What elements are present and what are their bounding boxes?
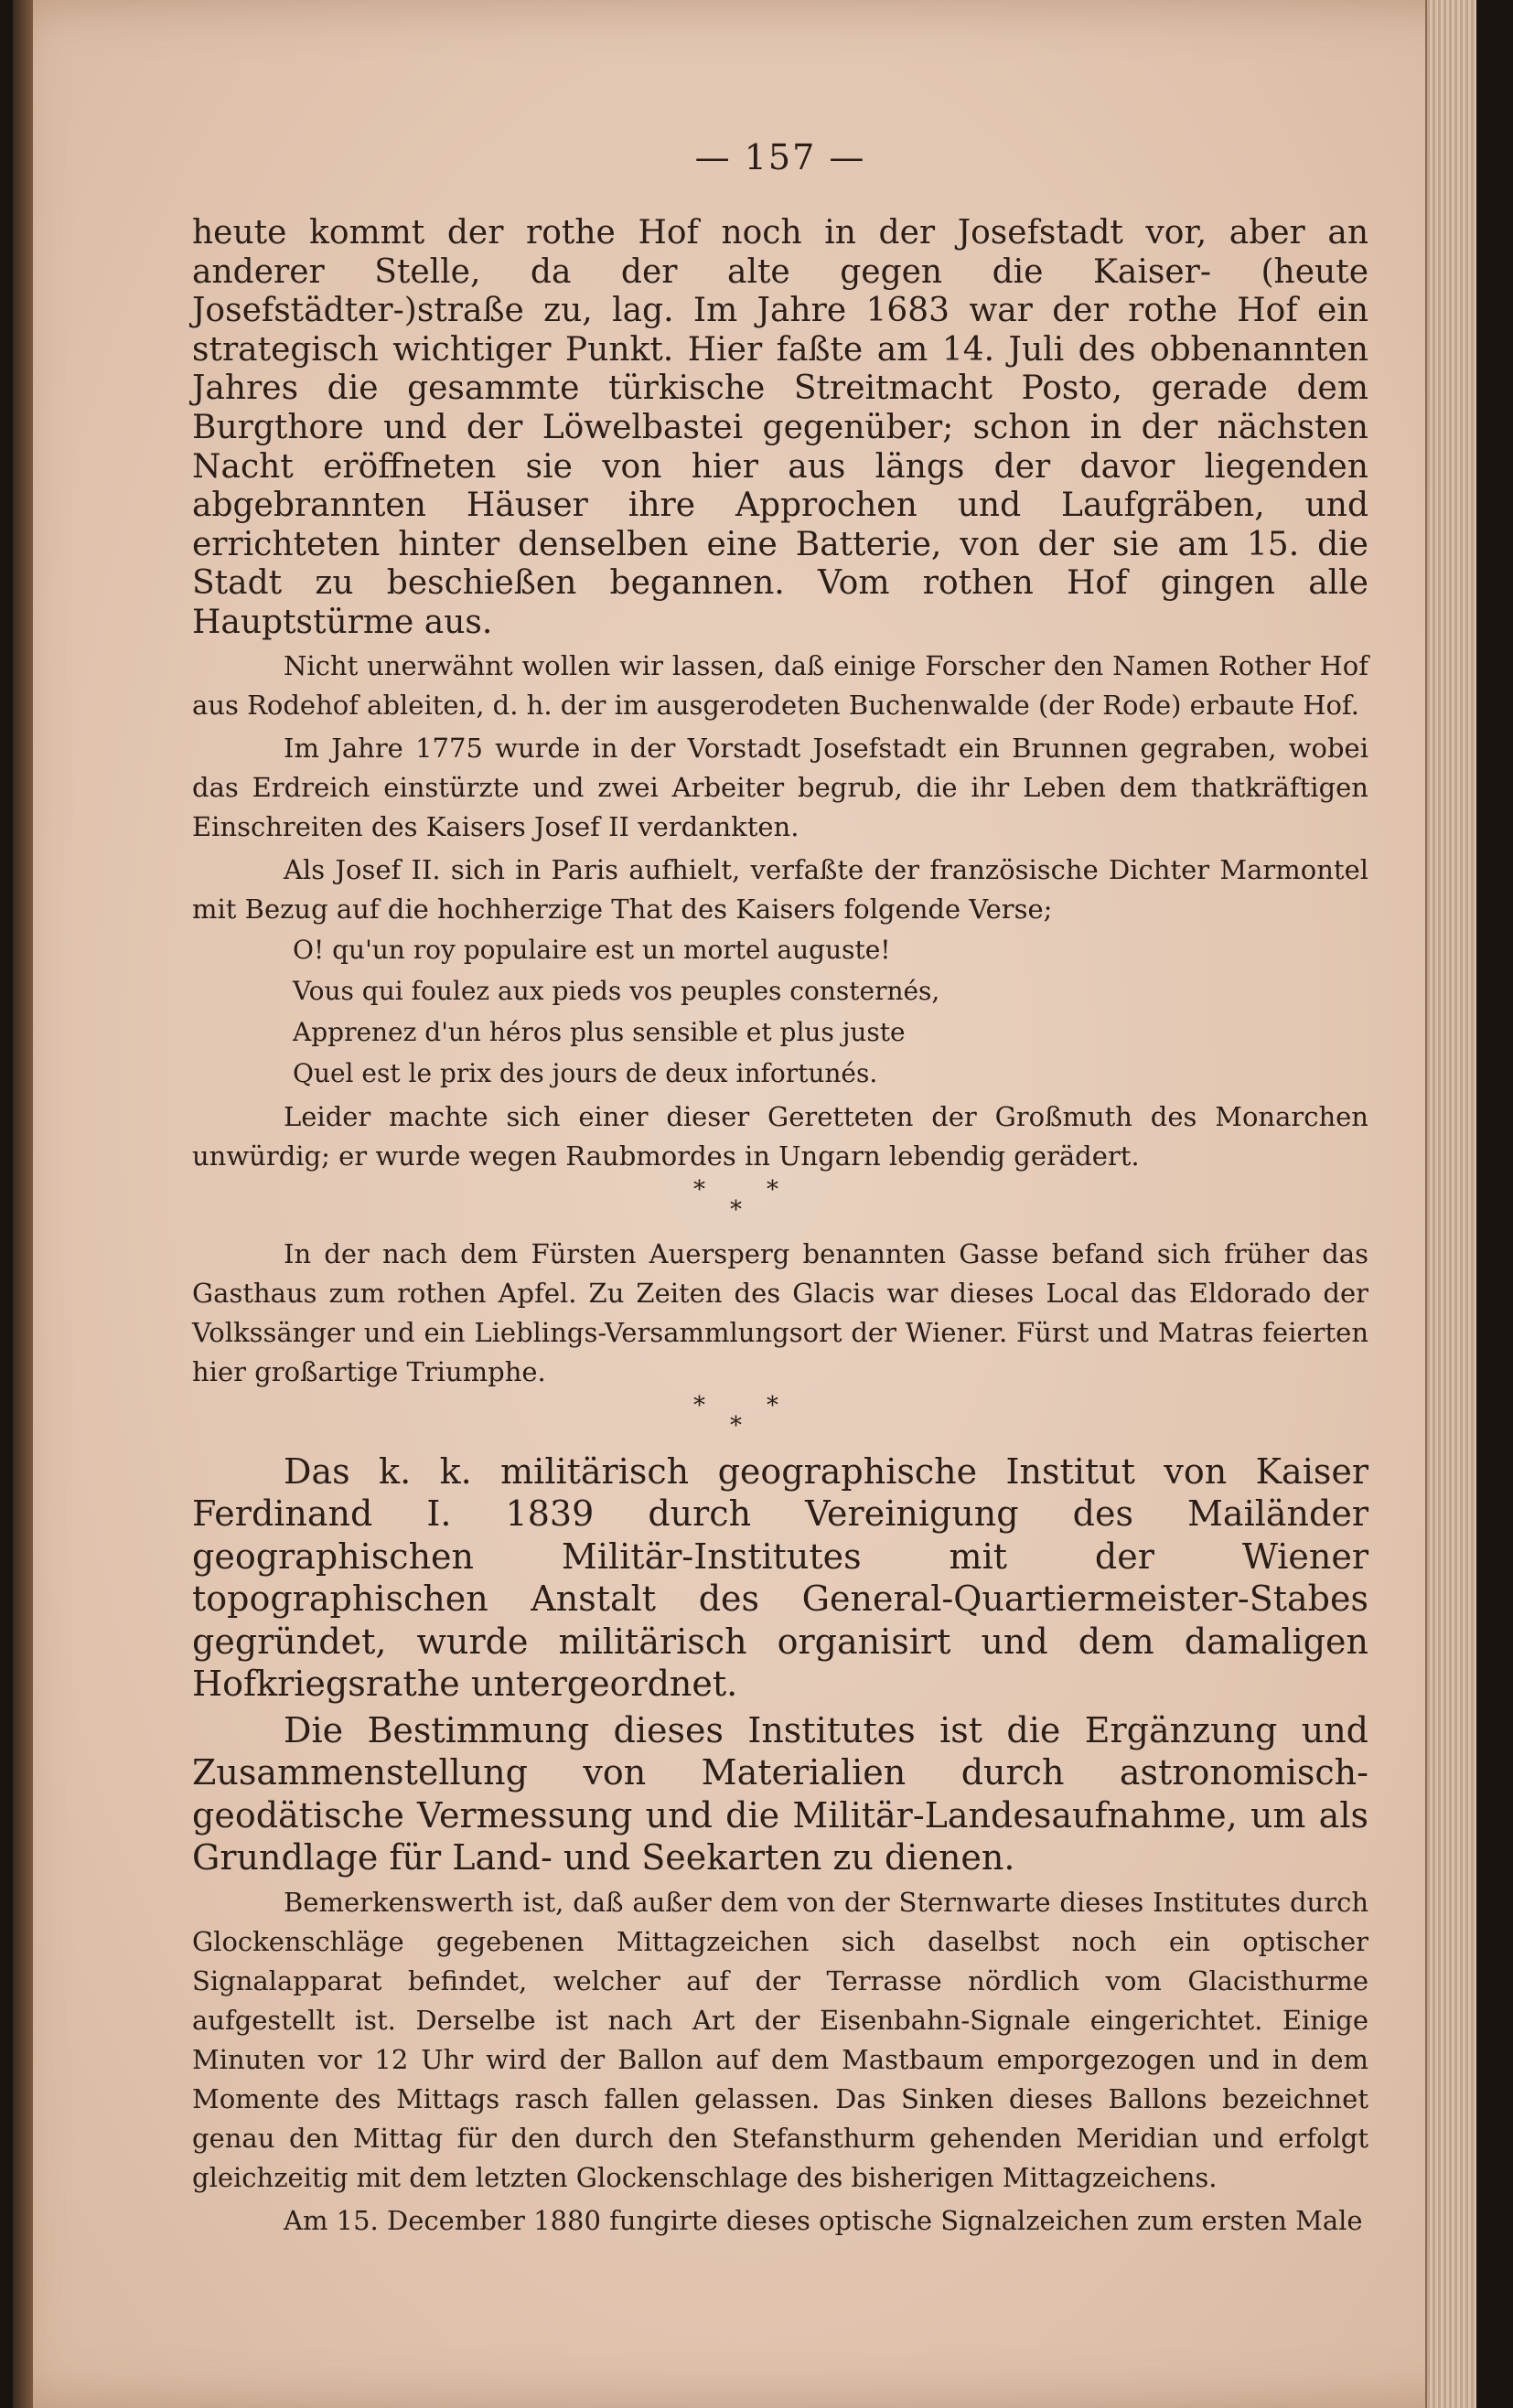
verse-block bbox=[192, 929, 1368, 1094]
page-number: — 157 — bbox=[694, 137, 866, 177]
verse-line: O! qu'un roy populaire est un mortel auguste! bbox=[293, 934, 891, 965]
separator-star: * bbox=[693, 1175, 705, 1204]
separator-star: * bbox=[767, 1391, 778, 1419]
paragraph-brunnen: Im Jahre 1775 wurde in der Vorstadt Josefstadt ein Brunnen gegraben, wobei das Erdreich einstürzte und zwei Arbeiter begrub, die ihr Leben dem thatkräftigen Einschreiten des Kaisers Josef II verdankten. bbox=[192, 732, 1368, 842]
paragraph-rother-apfel: In der nach dem Fürsten Auersperg benannten Gasse befand sich früher das Gasthaus zum rothen Apfel. Zu Zeiten des Glacis war dieses Local das Eldorado der Volkssänger und ein Lieblings-Versammlungsort der Wiener. Fürst und Matras feierten hier großartige Triumphe. bbox=[192, 1237, 1368, 1387]
book-spine bbox=[13, 0, 33, 2408]
separator-star: * bbox=[693, 1391, 705, 1419]
paragraph-leider: Leider machte sich einer dieser Geretteten der Großmuth des Monarchen unwürdig; er wurde wegen Raubmordes in Ungarn lebendig gerädert. bbox=[192, 1100, 1368, 1172]
verse-line: Apprenez d'un héros plus sensible et plus juste bbox=[293, 1016, 906, 1047]
verse-line: Vous qui foulez aux pieds vos peuples consternés, bbox=[293, 975, 940, 1006]
paragraph-bestimmung: Die Bestimmung dieses Institutes ist die Ergänzung und Zusammenstellung von Materialien durch astronomisch-geodätische Vermessung und die Militär-Landesaufnahme, um als Grundlage für Land- und Seekarten zu dienen. bbox=[192, 1709, 1368, 1878]
separator-star: * bbox=[730, 1195, 742, 1224]
page-edges bbox=[1425, 0, 1476, 2408]
paragraph-rother-hof: heute kommt der rothe Hof noch in der Josefstadt vor, aber an anderer Stelle, da der alte gegen die Kaiser- (heute Josefstädter-)straße zu, lag. Im Jahre 1683 war der rothe Hof ein strategisch wichtiger Punkt. Hier faßte am 14. Juli des obbenannten Jahres die gesammte türkische Streitmacht Posto, gerade dem Burgthore und der Löwelbastei gegenüber; schon in der nächsten Nacht eröffneten sie von hier aus längs der davor liegenden abgebrannten Häuser ihre Approchen und Laufgräben, und errichteten hinter denselben eine Batterie, von der sie am 15. die Stadt zu beschießen begannen. Vom rothen Hof gingen alle Hauptstürme aus. bbox=[192, 214, 1368, 641]
page-content bbox=[192, 137, 1368, 2241]
separator-star: * bbox=[767, 1175, 778, 1204]
asterism-separator bbox=[192, 1392, 1368, 1447]
asterism-separator bbox=[192, 1176, 1368, 1231]
paragraph-marmontel: Als Josef II. sich in Paris aufhielt, verfaßte der französische Dichter Marmontel mit Bezug auf die hochherzige That des Kaisers folgende Verse; bbox=[192, 853, 1368, 925]
book-page bbox=[13, 0, 1476, 2408]
verse-line: Quel est le prix des jours de deux infortunés. bbox=[293, 1057, 878, 1088]
paragraph-signalapparat: Bemerkenswerth ist, daß außer dem von der Sternwarte dieses Institutes durch Glockenschläge gegebenen Mittagzeichen sich daselbst noch ein optischer Signalapparat befindet, welcher auf der Terrasse nördlich vom Glacisthurme aufgestellt ist. Derselbe ist nach Art der Eisenbahn-Signale eingerichtet. Einige Minuten vor 12 Uhr wird der Ballon auf dem Mastbaum emporgezogen und in dem Momente des Mittags rasch fallen gelassen. Das Sinken dieses Ballons bezeichnet genau den Mittag für den durch den Stefansthurm gehenden Meridian und erfolgt gleichzeitig mit dem letzten Glockenschlage des bisherigen Mittagzeichens. bbox=[192, 1886, 1368, 2193]
paragraph-institut: Das k. k. militärisch geographische Institut von Kaiser Ferdinand I. 1839 durch Vereinigung des Mailänder geographischen Militär-Institutes mit der Wiener topographischen Anstalt des General-Quartiermeister-Stabes gegründet, wurde militärisch organisirt und dem damaligen Hofkriegsrathe untergeordnet. bbox=[192, 1450, 1368, 1705]
paragraph-rodehof: Nicht unerwähnt wollen wir lassen, daß einige Forscher den Namen Rother Hof aus Rodehof ableiten, d. h. der im ausgerodeten Buchenwalde (der Rode) erbaute Hof. bbox=[192, 649, 1368, 721]
paragraph-december-1880: Am 15. December 1880 fungirte dieses optische Signalzeichen zum ersten Male bbox=[284, 2204, 1363, 2236]
separator-star: * bbox=[730, 1411, 742, 1439]
